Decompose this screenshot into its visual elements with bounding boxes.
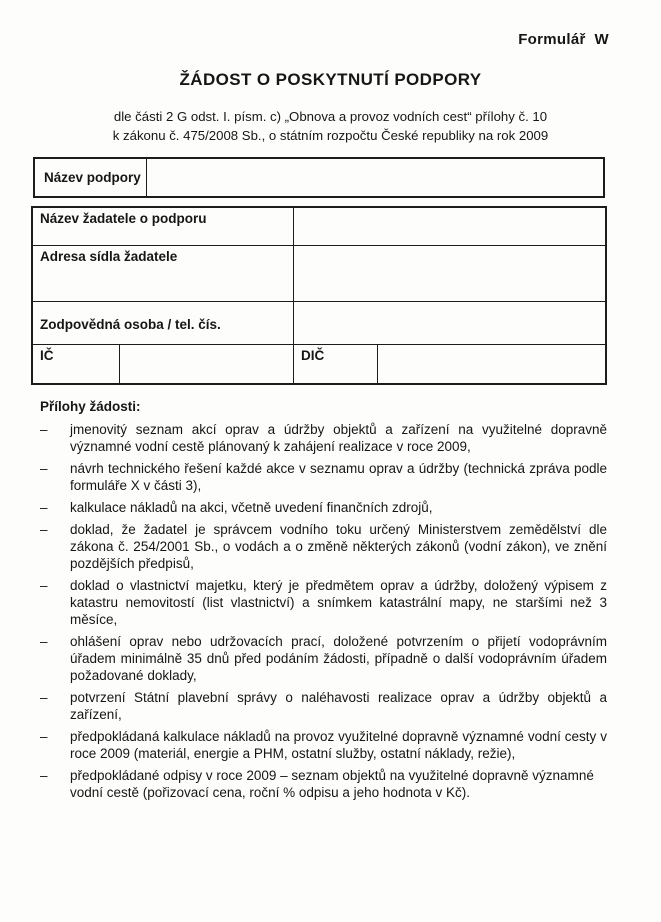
ic-label: IČ: [33, 344, 119, 383]
support-name-field: [147, 159, 603, 196]
responsible-person-field: [293, 301, 605, 344]
responsible-person-label: Zodpovědná osoba / tel. čís.: [33, 301, 293, 344]
form-code-label: Formulář W: [518, 31, 609, 48]
list-item: [40, 728, 607, 762]
list-item: [40, 577, 607, 628]
support-name-label: Název podpory: [35, 159, 147, 196]
applicant-table: [31, 206, 607, 385]
list-item-text: ohlášení oprav nebo udržovacích prací, doložené potvrzením o přijetí vodoprávním úřadem minimálně 35 dnů před podáním žádosti, případně o další vodoprávním úřadem požadované doklady,: [70, 634, 607, 683]
page-subtitle: [0, 107, 661, 145]
list-dash: –: [40, 768, 48, 783]
list-item-text: předpokládaná kalkulace nákladů na provoz využitelné dopravně významné vodní cesty v roce 2009 (materiál, energie a PHM, ostatní služby, ostatní náklady, režie),: [70, 729, 607, 761]
dic-field: [377, 344, 605, 383]
list-item-text: kalkulace nákladů na akci, včetně uvedení finančních zdrojů,: [70, 500, 433, 515]
list-item: [40, 767, 607, 801]
attachments-section: [40, 399, 607, 806]
list-dash: –: [40, 461, 48, 476]
list-dash: –: [40, 729, 48, 744]
subtitle-line-2: k zákonu č. 475/2008 Sb., o státním rozpočtu České republiky na rok 2009: [112, 128, 549, 143]
list-dash: –: [40, 422, 48, 437]
list-dash: –: [40, 522, 48, 537]
list-dash: –: [40, 578, 48, 593]
list-item: [40, 521, 607, 572]
ic-field: [119, 344, 293, 383]
applicant-name-field: [293, 208, 605, 245]
subtitle-line-1: dle části 2 G odst. I. písm. c) „Obnova a provoz vodních cest“ přílohy č. 10: [113, 109, 548, 124]
list-dash: –: [40, 634, 48, 649]
page-title: ŽÁDOST O POSKYTNUTÍ PODPORY: [179, 70, 482, 89]
list-item-text: jmenovitý seznam akcí oprav a údržby objektů a zařízení na využitelné dopravně významné vodní cestě plánovaný k zahájení realizace v roce 2009,: [70, 422, 607, 454]
list-item: [40, 633, 607, 684]
list-item-text: doklad o vlastnictví majetku, který je předmětem oprav a údržby, doložený výpisem z katastru nemovitostí (list vlastnictví) a snímkem katastrální mapy, ne staršími než 3 měsíce,: [70, 578, 607, 627]
dic-label: DIČ: [293, 344, 377, 383]
list-item: [40, 421, 607, 455]
applicant-address-label: Adresa sídla žadatele: [33, 245, 293, 301]
list-item-text: návrh technického řešení každé akce v seznamu oprav a údržby (technická zpráva podle formuláře X v části 3),: [70, 461, 607, 493]
support-name-table: [33, 157, 605, 198]
applicant-address-field: [293, 245, 605, 301]
list-item: [40, 689, 607, 723]
applicant-name-label: Název žadatele o podporu: [40, 211, 207, 226]
attachments-heading: Přílohy žádosti:: [40, 399, 141, 414]
list-item-text: doklad, že žadatel je správcem vodního toku určený Ministerstvem zemědělství dle zákona č. 254/2001 Sb., o vodách a o změně některých zákonů (vodní zákon), ve znění pozdějších předpisů,: [70, 522, 607, 571]
list-item: [40, 499, 607, 516]
list-dash: –: [40, 500, 48, 515]
list-dash: –: [40, 690, 48, 705]
list-item-text: potvrzení Státní plavební správy o naléhavosti realizace oprav a údržby objektů a zařízení,: [70, 690, 607, 722]
list-item: [40, 460, 607, 494]
list-item-text: předpokládané odpisy v roce 2009 – seznam objektů na využitelné dopravně významné vodní cestě (pořizovací cena, roční % odpisu a jeho hodnota v Kč).: [70, 768, 594, 800]
